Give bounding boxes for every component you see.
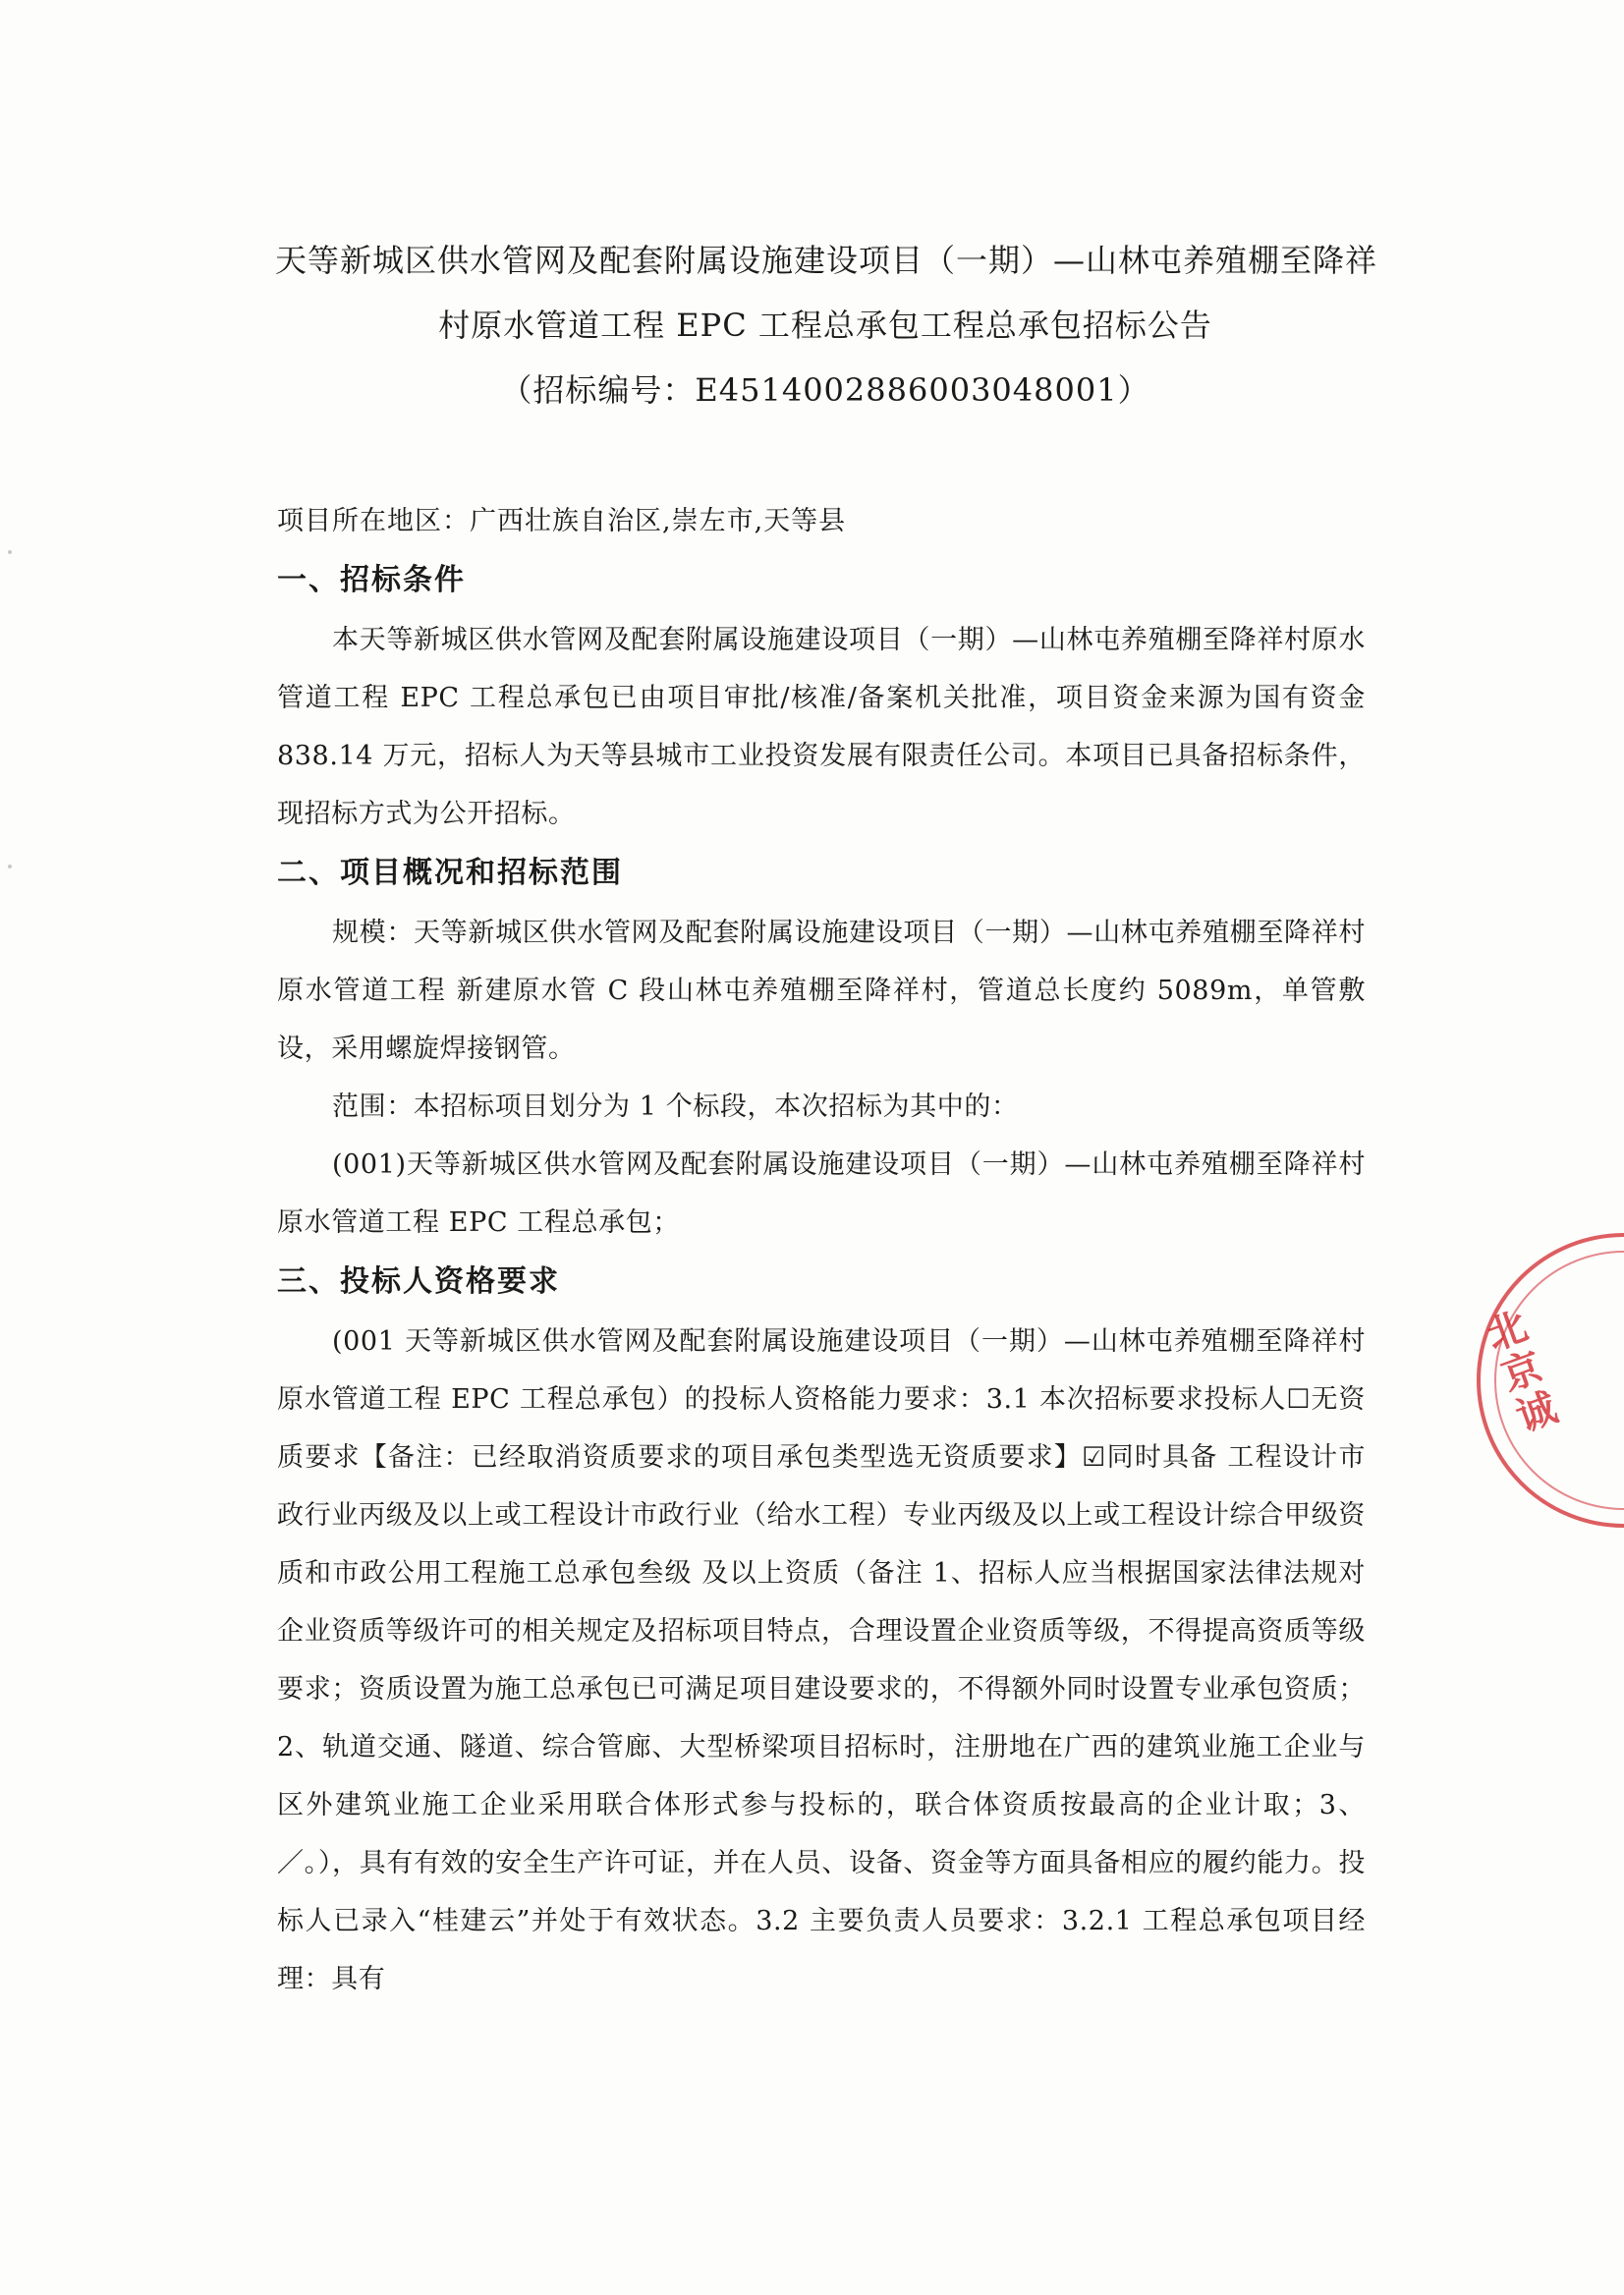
document-body	[277, 493, 1366, 2008]
paragraph-lot-001: (001)天等新城区供水管网及配套附属设施建设项目（一期）—山林屯养殖棚至降祥村原水管道工程 EPC 工程总承包；	[277, 1149, 1366, 1238]
tender-number: （招标编号：E4514002886003048001）	[500, 371, 1150, 409]
title-line-2: 村原水管道工程 EPC 工程总承包工程总承包招标公告	[438, 307, 1212, 344]
section-heading-bidding-conditions: 一、招标条件	[277, 563, 466, 597]
paragraph-project-scale: 规模：天等新城区供水管网及配套附属设施建设项目（一期）—山林屯养殖棚至降祥村原水管道工程 新建原水管 C 段山林屯养殖棚至降祥村，管道总长度约 5089m，单管敷设，采用螺旋焊接钢管。	[277, 918, 1366, 1064]
paragraph-bidding-scope: 范围：本招标项目划分为 1 个标段，本次招标为其中的：	[332, 1092, 1019, 1122]
section-heading-project-overview: 二、项目概况和招标范围	[277, 856, 623, 890]
scan-speck	[8, 865, 12, 868]
paragraph-bidding-conditions: 本天等新城区供水管网及配套附属设施建设项目（一期）—山林屯养殖棚至降祥村原水管道工程 EPC 工程总承包已由项目审批/核准/备案机关批准，项目资金来源为国有资金 838.14 万元，招标人为天等县城市工业投资发展有限责任公司。本项目已具备招标条件，现招标方式为公开招标。	[277, 625, 1366, 829]
announcement-title	[275, 228, 1378, 422]
company-seal-stamp	[1477, 1233, 1624, 1528]
title-line-1: 天等新城区供水管网及配套附属设施建设项目（一期）—山林屯养殖棚至降祥	[275, 242, 1378, 279]
paragraph-qualification-requirements: (001 天等新城区供水管网及配套附属设施建设项目（一期）—山林屯养殖棚至降祥村原水管道工程 EPC 工程总承包）的投标人资格能力要求：3.1 本次招标要求投标人☐无资质要求【备注：已经取消资质要求的项目承包类型选无资质要求】☑同时具备 工程设计市政行业丙级及以上或工程设计市政行业（给水工程）专业丙级及以上或工程设计综合甲级资质和市政公用工程施工总承包叁级 及以上资质（备注 1、招标人应当根据国家法律法规对企业资质等级许可的相关规定及招标项目特点，合理设置企业资质等级，不得提高资质等级要求；资质设置为施工总承包已可满足项目建设要求的，不得额外同时设置专业承包资质；2、轨道交通、隧道、综合管廊、大型桥梁项目招标时，注册地在广西的建筑业施工企业与区外建筑业施工企业采用联合体形式参与投标的，联合体资质按最高的企业计取；3、／。），具有有效的安全生产许可证，并在人员、设备、资金等方面具备相应的履约能力。投标人已录入“桂建云”并处于有效状态。3.2 主要负责人员要求：3.2.1 工程总承包项目经理：具有	[277, 1326, 1366, 1994]
seal-text: 北京诚	[1481, 1303, 1564, 1441]
project-location: 项目所在地区：广西壮族自治区,崇左市,天等县	[277, 506, 847, 536]
scan-speck	[8, 550, 12, 554]
section-heading-bidder-qualifications: 三、投标人资格要求	[277, 1264, 560, 1299]
